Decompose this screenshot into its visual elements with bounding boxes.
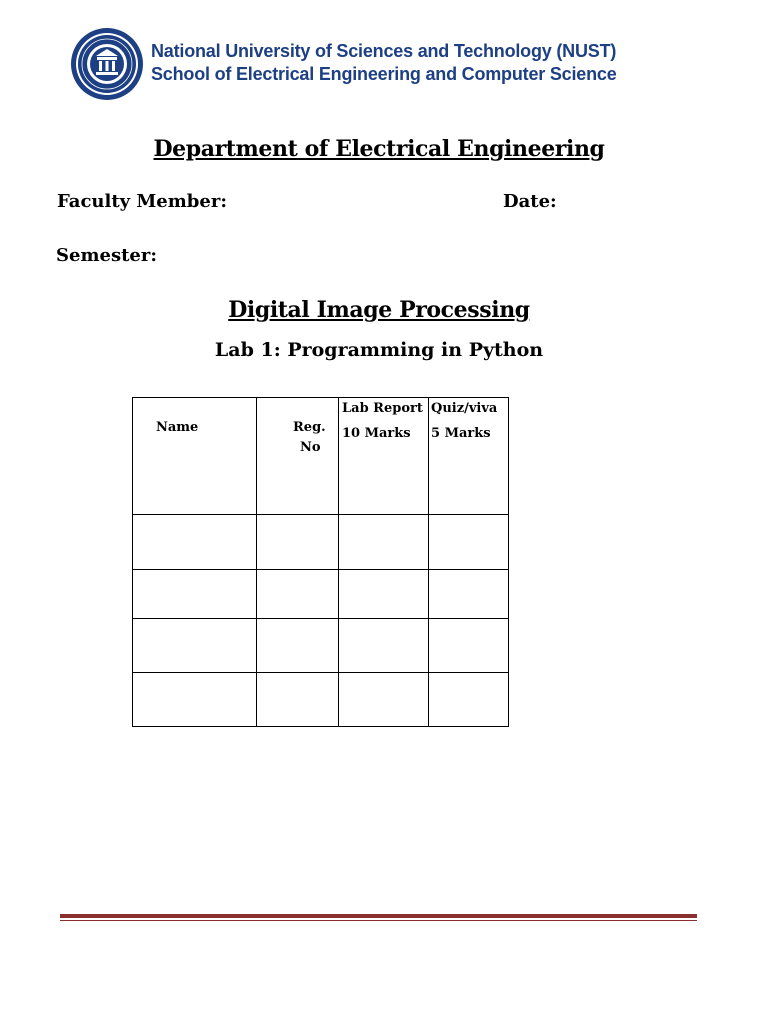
header-quiz: Quiz/viva [431,401,498,416]
header-cell-quiz [429,398,509,515]
table-cell[interactable] [133,619,257,673]
nust-seal-icon [70,27,144,101]
footer-rule-thick [60,914,697,918]
department-title: Department of Electrical Engineering [153,136,605,162]
header-cell-name [133,398,257,515]
university-name: National University of Sciences and Technology (NUST) [151,41,617,61]
table-cell[interactable] [429,673,509,727]
table-row [133,570,509,619]
table-cell[interactable] [339,619,429,673]
header-cell-lab-report [339,398,429,515]
table-row [133,619,509,673]
header-name: Name [156,420,199,435]
table-cell[interactable] [257,570,339,619]
course-title: Digital Image Processing [228,297,530,323]
header-reg: Reg. [293,420,326,435]
table-cell[interactable] [429,570,509,619]
table-cell[interactable] [133,515,257,570]
table-cell[interactable] [257,515,339,570]
table-row [133,673,509,727]
header-cell-reg-no [257,398,339,515]
header-quiz-marks: 5 Marks [431,426,491,441]
semester-label: Semester: [56,245,157,266]
table-cell[interactable] [339,673,429,727]
table-header-row [133,398,509,515]
lab-title: Lab 1: Programming in Python [214,339,544,361]
table-cell[interactable] [429,619,509,673]
school-name: School of Electrical Engineering and Computer Science [151,64,617,84]
header-lab-report-marks: 10 Marks [342,426,411,441]
table-cell[interactable] [339,570,429,619]
marks-table [132,397,509,727]
table-row [133,515,509,570]
table-cell[interactable] [257,673,339,727]
header-no: No [300,440,321,455]
header-lab-report: Lab Report [342,401,423,416]
table-cell[interactable] [429,515,509,570]
faculty-member-label: Faculty Member: [57,191,227,212]
table-cell[interactable] [257,619,339,673]
table-cell[interactable] [133,673,257,727]
table-cell[interactable] [133,570,257,619]
table-cell[interactable] [339,515,429,570]
footer-rule-thin [60,920,697,921]
date-label: Date: [503,191,557,212]
